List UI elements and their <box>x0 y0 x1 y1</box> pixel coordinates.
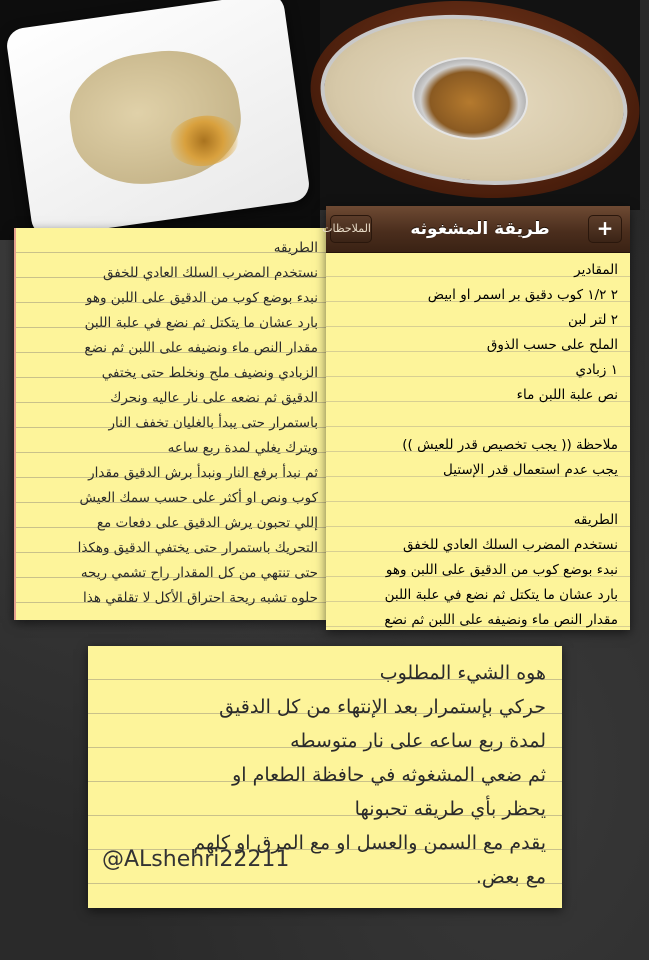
note-line: الزبادي ونضيف ملح ونخلط حتى يختفي <box>101 365 318 381</box>
note-line: الطريقه <box>273 240 318 256</box>
note-line: ثم نبدأ برفع النار ونبدأ برش الدقيق مقدار <box>88 465 318 481</box>
note-line: مقدار النص ماء ونضيفه على اللبن ثم نضع <box>84 340 318 356</box>
recipe-note-bottom <box>88 646 562 908</box>
porridge-in-dish <box>312 0 636 199</box>
note-line: ١ زبادي <box>575 362 618 378</box>
ghee-bowl <box>408 52 532 146</box>
notes-app <box>322 206 630 630</box>
note-line: الطريقه <box>573 512 618 528</box>
note-line: نبدء بوضع كوب من الدقيق على اللبن وهو <box>85 290 318 306</box>
ghee-topping <box>166 111 242 170</box>
note-line: إللي تحبون يرش الدقيق على دفعات مع <box>96 515 318 531</box>
note-line <box>334 408 618 433</box>
note-line: مقدار النص ماء ونضيفه على اللبن ثم نضع <box>384 612 618 628</box>
note-line: مع بعض. <box>475 866 546 888</box>
note-line: يحظر بأي طريقه تحبونها <box>354 798 546 820</box>
note-title: طريقة المشغوثه <box>410 219 550 239</box>
note-line: بارد عشان ما يتكتل ثم نضع في علبة اللبن <box>384 587 618 603</box>
note-line: نستخدم المضرب السلك العادي للخفق <box>403 537 618 553</box>
note-body[interactable] <box>326 252 630 630</box>
note-line: ملاحظة (( يجب تخصيص قدر للعيش )) <box>402 437 618 453</box>
note-line: نستخدم المضرب السلك العادي للخفق <box>103 265 318 281</box>
note-line: حلوه تشبه ريحة احتراق الأكل لا تقلقي هذا <box>83 590 318 606</box>
note-line: يقدم مع السمن والعسل او مع المرق او كلهم <box>193 832 546 854</box>
note-line: حتى تنتهي من كل المقدار راح تشمي ريحه <box>80 565 318 581</box>
porridge <box>62 41 248 193</box>
note-line: الملح على حسب الذوق <box>486 337 618 353</box>
recipe-note-left <box>14 228 326 620</box>
note-line: لمدة ربع ساعه على نار متوسطه <box>290 730 546 752</box>
note-line <box>334 483 618 508</box>
white-plate <box>5 0 312 238</box>
author-handle: @ALshehri22211 <box>102 847 290 872</box>
note-line: باستمرار حتى يبدأ بالغليان تخفف النار <box>108 415 318 431</box>
pot-photo <box>320 0 640 210</box>
note-line: التحريك باستمرار حتى يختفي الدقيق وهكذا <box>77 540 318 556</box>
add-note-button[interactable]: + <box>588 215 622 243</box>
note-line: ويترك يغلي لمدة ربع ساعه <box>167 440 318 456</box>
note-line: يجب عدم استعمال قدر الإستيل <box>443 462 618 478</box>
note-line: كوب ونص او أكثر على حسب سمك العيش <box>79 490 318 506</box>
note-line: حركي بإستمرار بعد الإنتهاء من كل الدقيق <box>219 696 546 718</box>
note-line: الدقيق ثم نضعه على نار عاليه ونحرك <box>110 390 318 406</box>
porridge-plate-photo <box>0 0 320 240</box>
note-line: نص علبة اللبن ماء <box>516 387 618 403</box>
note-line: ٢ ١/٢ كوب دقيق بر اسمر او ابيض <box>427 287 618 303</box>
navigation-bar <box>322 206 630 253</box>
notes-back-button[interactable]: الملاحظات <box>330 215 372 243</box>
note-line: المقادير <box>574 262 618 278</box>
note-line: بارد عشان ما يتكتل ثم نضع في علبة اللبن <box>84 315 318 331</box>
note-line: نبدء بوضع كوب من الدقيق على اللبن وهو <box>385 562 618 578</box>
note-line: هوه الشيء المطلوب <box>379 662 546 684</box>
note-line: ثم ضعي المشغوثه في حافظة الطعام او <box>232 764 546 786</box>
wooden-serving-dish <box>301 0 649 214</box>
note-line: ٢ لتر لبن <box>568 312 618 328</box>
